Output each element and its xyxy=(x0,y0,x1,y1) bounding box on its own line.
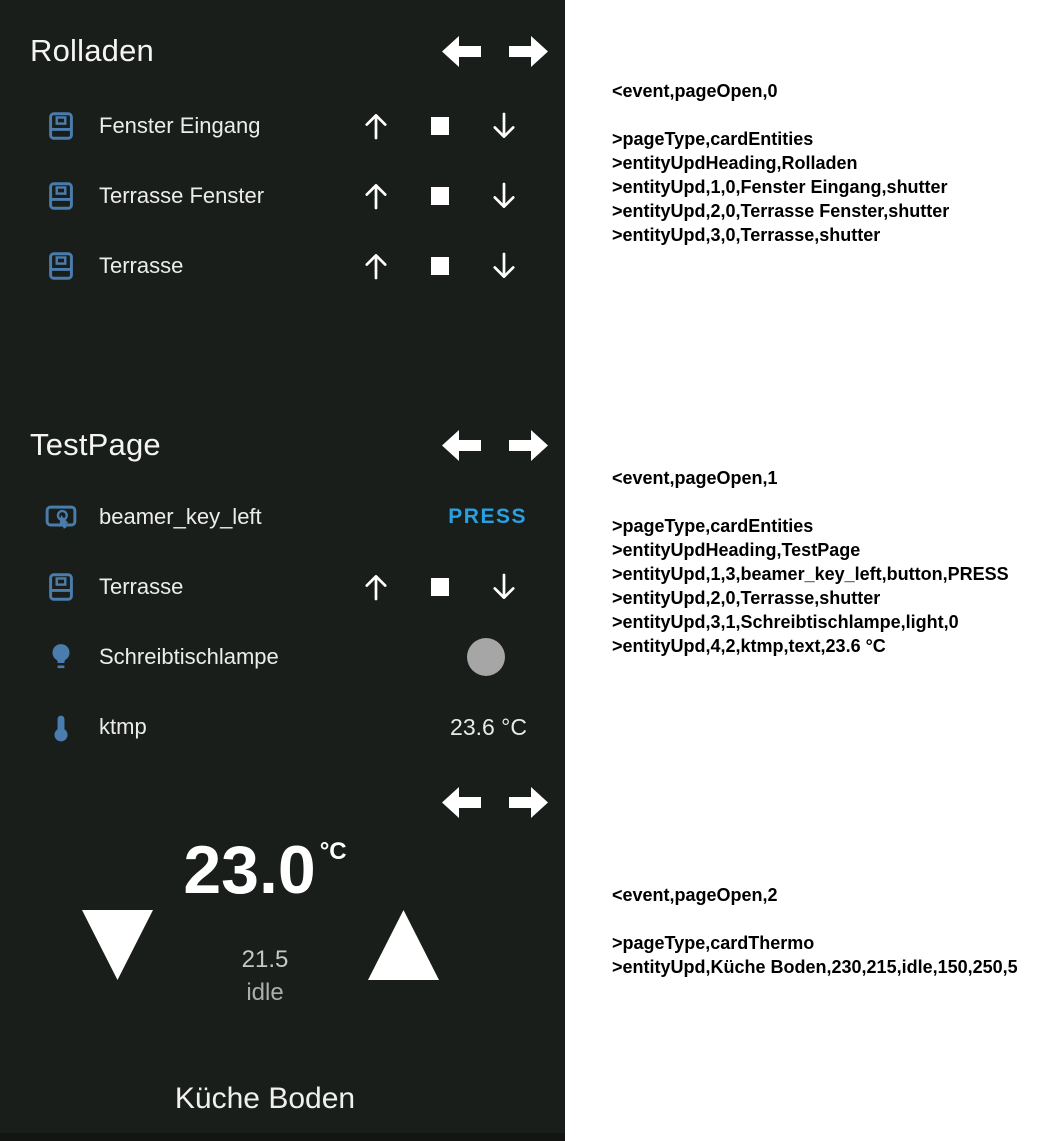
log-line: >entityUpdHeading,Rolladen xyxy=(612,153,858,173)
next-page-button[interactable] xyxy=(509,430,548,461)
log-line: >pageType,cardThermo xyxy=(612,933,815,953)
entity-row-terrasse-2 xyxy=(0,552,565,622)
shutter-controls xyxy=(359,109,521,143)
arrow-up-icon xyxy=(359,109,393,143)
gesture-tap-button-icon xyxy=(45,501,77,533)
toggle-knob xyxy=(467,638,505,676)
log-block-page0 xyxy=(612,79,949,247)
page-nav-thermo xyxy=(442,787,548,818)
stop-square-icon xyxy=(431,187,449,205)
stop-square-icon xyxy=(431,257,449,275)
entity-name: Terrasse Fenster xyxy=(99,183,265,208)
stop-square-icon xyxy=(431,578,449,596)
entity-name: ktmp xyxy=(99,714,147,739)
page-title-testpage: TestPage xyxy=(30,427,161,462)
shutter-stop-button[interactable] xyxy=(423,570,457,604)
shutter-down-button[interactable] xyxy=(487,570,521,604)
shutter-stop-button[interactable] xyxy=(423,249,457,283)
entity-row-terrasse xyxy=(0,231,565,301)
shutter-up-button[interactable] xyxy=(359,249,393,283)
temperature-value: 23.6 °C xyxy=(450,713,527,740)
log-line: >entityUpd,2,0,Terrasse,shutter xyxy=(612,588,881,608)
log-block-page2 xyxy=(612,883,1018,979)
next-page-button[interactable] xyxy=(509,36,548,67)
window-shutter-icon xyxy=(45,250,77,282)
page-title-rolladen: Rolladen xyxy=(30,33,154,68)
entity-row-ktmp xyxy=(0,692,565,762)
log-line: >entityUpd,3,0,Terrasse,shutter xyxy=(612,225,881,245)
arrow-up-icon xyxy=(359,249,393,283)
log-event-line: <event,pageOpen,2 xyxy=(612,885,778,905)
log-event-line: <event,pageOpen,0 xyxy=(612,81,778,101)
shutter-stop-button[interactable] xyxy=(423,179,457,213)
window-shutter-icon xyxy=(45,110,77,142)
card-testpage-header xyxy=(30,422,548,468)
prev-page-button[interactable] xyxy=(442,36,481,67)
entity-row-fenster-eingang xyxy=(0,91,565,161)
arrow-down-icon xyxy=(487,179,521,213)
entity-name: Schreibtischlampe xyxy=(99,644,279,669)
window-shutter-icon xyxy=(45,571,77,603)
arrow-right-icon xyxy=(509,36,548,67)
entity-name: Terrasse xyxy=(99,253,184,278)
arrow-up-icon xyxy=(359,570,393,604)
thermo-entity-title: Küche Boden xyxy=(174,1082,356,1115)
light-toggle-switch[interactable] xyxy=(471,642,527,672)
arrow-down-icon xyxy=(487,249,521,283)
page-nav-testpage xyxy=(442,430,548,461)
thermometer-icon xyxy=(45,711,77,743)
log-line: >pageType,cardEntities xyxy=(612,516,814,536)
thermo-target-temperature: 21.5 xyxy=(241,946,289,973)
panel-bottom-strip xyxy=(0,1133,565,1141)
log-line: >entityUpd,3,1,Schreibtischlampe,light,0 xyxy=(612,612,959,632)
card-rolladen-header xyxy=(30,28,548,74)
entity-name: Terrasse xyxy=(99,574,184,599)
shutter-down-button[interactable] xyxy=(487,249,521,283)
shutter-up-button[interactable] xyxy=(359,109,393,143)
thermo-state: idle xyxy=(246,979,284,1006)
log-line: >entityUpd,1,3,beamer_key_left,button,PRESS xyxy=(612,564,1009,584)
thermo-temp-value: 23.0 xyxy=(183,832,316,908)
lightbulb-icon xyxy=(45,641,77,673)
press-button[interactable]: PRESS xyxy=(448,505,527,528)
next-page-button[interactable] xyxy=(509,787,548,818)
thermo-current-temperature xyxy=(0,832,530,908)
shutter-stop-button[interactable] xyxy=(423,109,457,143)
log-line: >entityUpdHeading,TestPage xyxy=(612,540,861,560)
arrow-left-icon xyxy=(442,36,481,67)
arrow-left-icon xyxy=(442,787,481,818)
arrow-up-icon xyxy=(359,179,393,213)
prev-page-button[interactable] xyxy=(442,787,481,818)
arrow-right-icon xyxy=(509,787,548,818)
shutter-controls xyxy=(359,179,521,213)
log-line: >entityUpd,Küche Boden,230,215,idle,150,250,5 xyxy=(612,957,1018,977)
shutter-down-button[interactable] xyxy=(487,179,521,213)
arrow-right-icon xyxy=(509,430,548,461)
stop-square-icon xyxy=(431,117,449,135)
log-event-line: <event,pageOpen,1 xyxy=(612,468,778,488)
shutter-controls xyxy=(359,570,521,604)
entity-name: beamer_key_left xyxy=(99,504,262,529)
entity-name: Fenster Eingang xyxy=(99,113,261,138)
shutter-up-button[interactable] xyxy=(359,179,393,213)
arrow-down-icon xyxy=(487,570,521,604)
entity-row-terrasse-fenster xyxy=(0,161,565,231)
entity-row-beamer-key-left xyxy=(0,482,565,552)
log-line: >pageType,cardEntities xyxy=(612,129,814,149)
shutter-up-button[interactable] xyxy=(359,570,393,604)
log-line: >entityUpd,4,2,ktmp,text,23.6 °C xyxy=(612,636,886,656)
shutter-down-button[interactable] xyxy=(487,109,521,143)
entity-row-schreibtischlampe xyxy=(0,622,565,692)
log-block-page1 xyxy=(612,466,1009,658)
prev-page-button[interactable] xyxy=(442,430,481,461)
thermo-temp-unit: °C xyxy=(319,838,347,865)
arrow-left-icon xyxy=(442,430,481,461)
log-line: >entityUpd,2,0,Terrasse Fenster,shutter xyxy=(612,201,950,221)
arrow-down-icon xyxy=(487,109,521,143)
window-shutter-icon xyxy=(45,180,77,212)
shutter-controls xyxy=(359,249,521,283)
page-nav-rolladen xyxy=(442,36,548,67)
log-line: >entityUpd,1,0,Fenster Eingang,shutter xyxy=(612,177,948,197)
